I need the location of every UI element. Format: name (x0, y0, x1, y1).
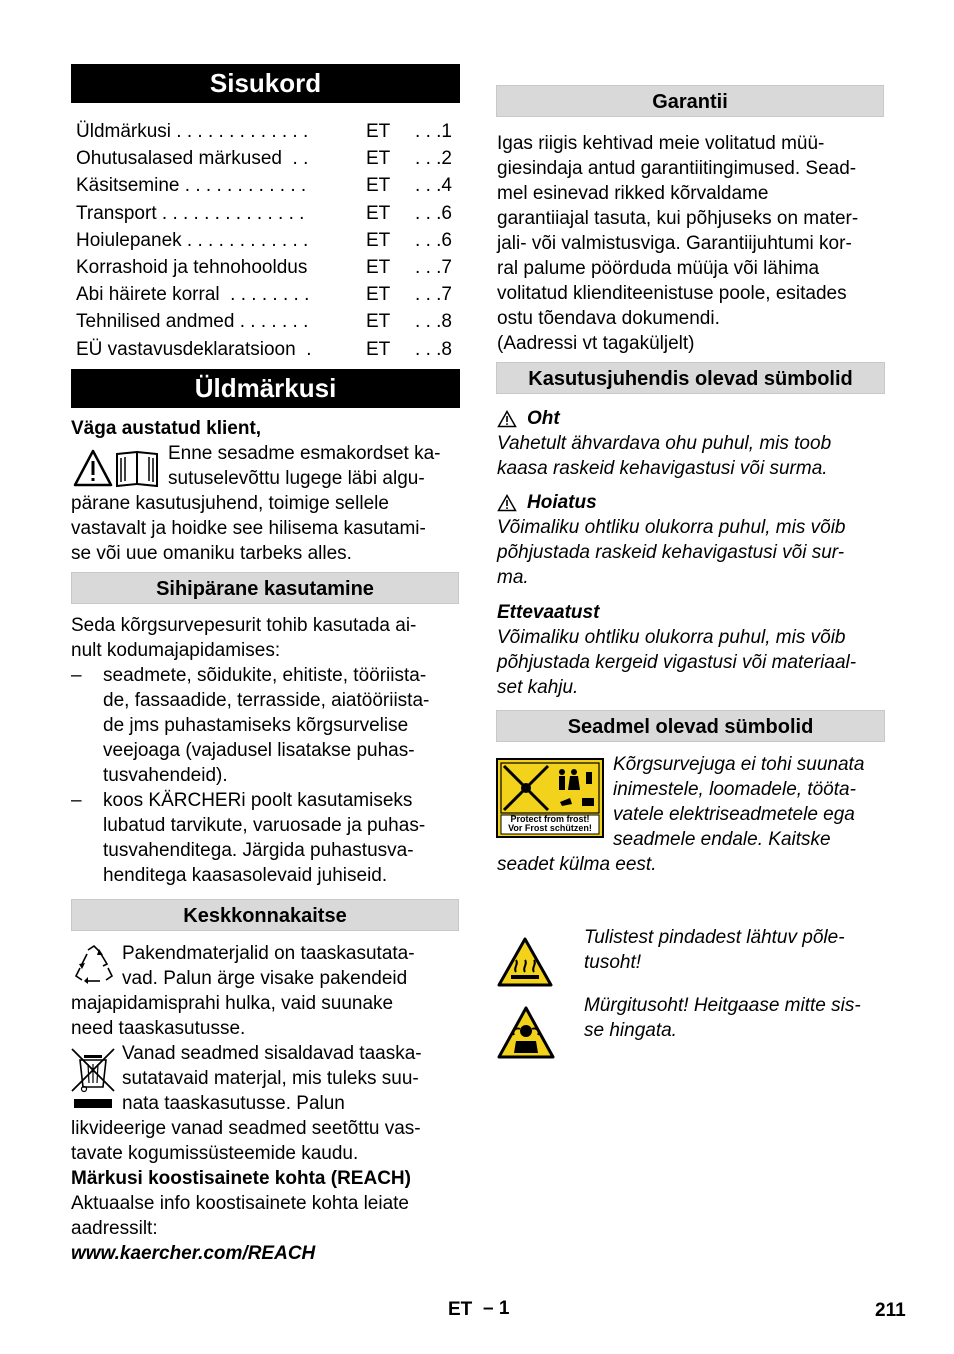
toc-entry-title: Korrashoid ja tehnohooldus (76, 257, 308, 278)
toc-entry-lang: ET (366, 338, 391, 360)
read-manual-icon (73, 448, 161, 488)
footer-section-page: – 1 (483, 1298, 510, 1319)
toc-entry-page: . . .4 (415, 175, 452, 197)
manual-symbols-title: Kasutusjuhendis olevad sümbolid (496, 362, 885, 394)
toc-entry[interactable] (76, 337, 456, 364)
intro-text: pärane kasutusjuhend, toimige sellele vastavalt ja hoidke see hilisema kasutami- se või uue omaniku tarbeks alles. (71, 493, 426, 564)
warning-block: Hoiatus Võimaliku ohtliku olukorra puhul, mis võib põhjustada raskeid kehavigastusi või sur- ma. (497, 492, 846, 588)
toc-entry-lang: ET (366, 121, 391, 142)
intro-right: Enne sesadme esmakordset ka- sutuselevõttu lugege läbi algu- (168, 443, 441, 489)
toc-entry-lang: ET (366, 257, 391, 278)
toc-entry-page: . . .6 (415, 229, 452, 251)
toc-entry[interactable] (76, 119, 456, 146)
old-devices-right: Vanad seadmed sisaldavad taaska- sutatavaid materjal, mis tuleks suu- nata taaskasutusse. Palun (122, 1043, 422, 1114)
toc-title: Sisukord (71, 64, 460, 103)
hot-surface-text: Tulistest pindadest lähtuv põle- tusoht! (584, 927, 845, 973)
jet-warning-text: seadet külma eest. (497, 854, 657, 875)
reach-title: Märkusi koostisainete kohta (REACH) (71, 1168, 411, 1189)
toc-entry-title: Tehnilised andmed . . . . . . . (76, 311, 309, 333)
toc-entry-lang: ET (366, 202, 391, 224)
warranty-title: Garantii (496, 85, 884, 117)
toc-entry-page: . . .6 (415, 202, 452, 224)
device-symbols-title: Seadmel olevad sümbolid (496, 710, 885, 742)
toc-entry-title: Üldmärkusi . . . . . . . . . . . . . (76, 121, 309, 142)
toc-entry-page: . . .7 (415, 284, 452, 306)
crossed-bin-icon (70, 1045, 116, 1113)
toc-entry-title: Ohutusalased märkused . . (76, 148, 309, 170)
toc-entry[interactable] (76, 228, 456, 255)
toc-entry[interactable] (76, 173, 456, 200)
toxic-gas-icon (496, 1005, 556, 1061)
page-number: 211 (875, 1300, 906, 1321)
toc-entry-title: Käsitsemine . . . . . . . . . . . . (76, 175, 307, 197)
recycling-icon (72, 944, 116, 984)
protect-from-frost-label-icon (496, 758, 604, 838)
toc-entry-lang: ET (366, 148, 391, 170)
reach-link[interactable]: www.kaercher.com/REACH (71, 1243, 316, 1264)
danger-block: Oht Vahetult ähvardava ohu puhul, mis toob kaasa raskeid kehavigastusi või surma. (497, 408, 832, 479)
general-title: Üldmärkusi (71, 369, 460, 408)
toc-entry-title: EÜ vastavusdeklaratsioon . (76, 338, 312, 360)
list-item: – seadmete, sõidukite, ehitiste, tööriista- de, fassaadide, terrasside, aiatööriista- de jms puhastamiseks kõrgsurvelise veejoaga (vajadusel lisatakse puhas- tusvahendeid). (71, 665, 430, 786)
toc-entry-lang: ET (366, 311, 391, 333)
greeting: Väga austatud klient, (71, 418, 262, 439)
warning-triangle-icon (497, 494, 517, 512)
caution-block: Ettevaatust Võimaliku ohtliku olukorra puhul, mis võib põhjustada kergeid vigastusi või materiaal- set kahju. (497, 602, 857, 698)
intended-use-title: Sihipärane kasutamine (71, 572, 459, 604)
toc-entry-page: . . .1 (415, 121, 452, 142)
warranty-text: Igas riigis kehtivad meie volitatud müü- giesindaja antud garantiitingimused. Sead- mel esinevad rikked kõrvaldame garantiiajal tasuta, kui põhjuseks on mater- jali- või valmistusviga. Garantiijuhtumi kor- ral palume pöörduda müüja või lähima volitatud klienditeenistuse poole, esitades ostu tõendava dokumendi. (Aadressi vt tagaküljelt) (497, 133, 859, 354)
toc-entry-lang: ET (366, 229, 391, 251)
list-item: – koos KÄRCHERi poolt kasutamiseks lubatud tarvikute, varuosade ja puhas- tusvahenditega. Järgida puhastusva- henditega kaasasolevaid juhiseid. (71, 790, 426, 886)
intended-use-text: Seda kõrgsurvepesurit tohib kasutada ai- nult kodumajapidamises: – seadmete, sõidukite, ehitiste, tööriista- de, fassaadide, terrasside, aiatööriista- de jms puhastamiseks kõrgsurvelise veejoaga (vajadusel lisatakse puhas- tusvahendeid). – koos KÄRCHERi poolt kasutamiseks lubatud tarvikute, varuosade ja puhas- tusvahenditega. Järgida puhastusva- henditega kaasasolevaid juhiseid. (71, 613, 461, 888)
environment-title: Keskkonnakaitse (71, 899, 459, 931)
toc-entry[interactable] (76, 255, 456, 282)
label-line-1: Protect from frost! (510, 814, 590, 824)
toc-entry-title: Transport . . . . . . . . . . . . . . (76, 202, 305, 224)
toc-entry-page: . . .2 (415, 148, 452, 170)
toc-entry-page: . . .7 (415, 257, 452, 278)
warning-triangle-icon (497, 410, 517, 428)
toc-entry-page: . . .8 (415, 311, 452, 333)
toc-entry-lang: ET (366, 284, 391, 306)
toc-entry[interactable] (76, 309, 456, 336)
label-line-2: Vor Frost schützen! (508, 823, 592, 833)
toc-entry[interactable] (76, 282, 456, 309)
toc-entry-title: Hoiulepanek . . . . . . . . . . . . (76, 229, 309, 251)
toc-entry-page: . . .8 (415, 338, 452, 360)
toc-entry-title: Abi häirete korral . . . . . . . . (76, 284, 310, 306)
packaging-text: majapidamisprahi hulka, vaid suunake need taaskasutusse. (71, 993, 394, 1039)
toc-entry[interactable] (76, 146, 456, 173)
jet-warning-right: Kõrgsurvejuga ei tohi suunata inimestele, loomadele, tööta- vatele elektriseadmetele ega seadmele endale. Kaitske (613, 754, 865, 850)
toc-entry[interactable] (76, 201, 456, 228)
packaging-right: Pakendmaterjalid on taaskasutata- vad. Palun ärge visake pakendeid (122, 943, 415, 989)
toxic-gas-text: Mürgitusoht! Heitgaase mitte sis- se hingata. (584, 995, 861, 1041)
hot-surface-icon (496, 936, 554, 988)
toc-entry-lang: ET (366, 175, 391, 197)
old-devices-text: likvideerige vanad seadmed seetõttu vas- tavate kogumissüsteemide kaudu. Märkusi koostisainete kohta (REACH) Aktuaalse info koostisainete kohta leiate aadressilt: www.kaercher.com/REACH (71, 1118, 421, 1264)
footer-lang: ET (448, 1299, 473, 1320)
